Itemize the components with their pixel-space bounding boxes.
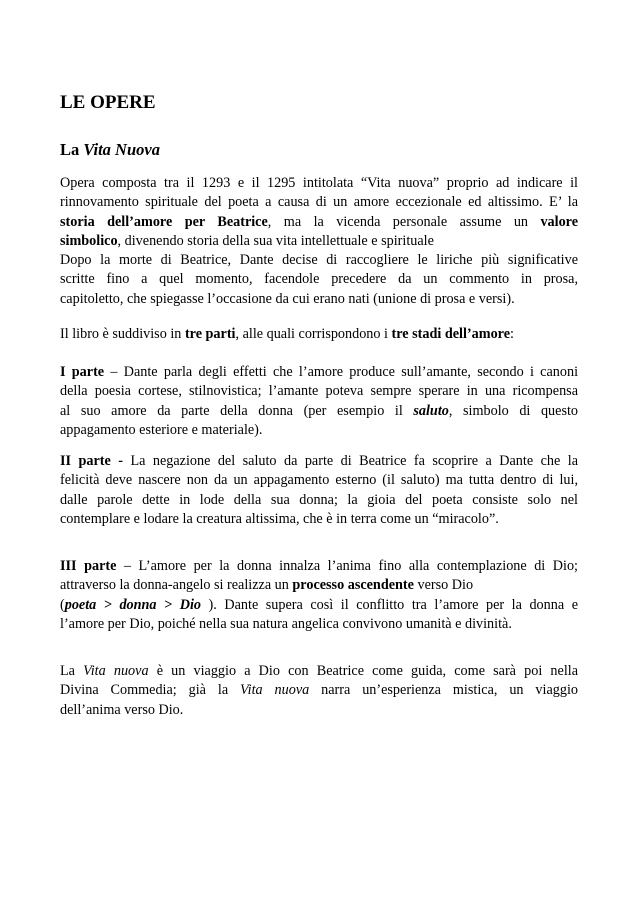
text-span: , divenendo storia della sua vita intellettuale e spirituale xyxy=(117,232,434,249)
paragraph-part-three xyxy=(60,557,578,634)
section-title-italic: Vita Nuova xyxy=(83,140,160,159)
text-line: rinnovamento spirituale del poeta a causa di un amore eccezionale ed altissimo. E’ la xyxy=(60,194,578,211)
text-line xyxy=(60,662,578,681)
text-line xyxy=(60,213,578,232)
italic-phrase: Vita nuova xyxy=(240,682,310,699)
text-line: felicità deve nascere non da un appagamento esterno (il saluto) ma tutta dentro di lui, xyxy=(60,472,578,489)
italic-phrase: Vita nuova xyxy=(83,663,149,679)
text-line xyxy=(60,402,578,421)
paragraph-part-two xyxy=(60,452,578,529)
text-span: , alle quali corrispondono i xyxy=(235,326,392,342)
text-span: , ma la vicenda personale assume un xyxy=(267,213,541,230)
text-line xyxy=(60,681,578,700)
text-line xyxy=(60,363,578,382)
text-span: Il libro è suddiviso in xyxy=(60,326,185,342)
bold-phrase: valore xyxy=(540,213,579,230)
text-span: La xyxy=(60,663,84,679)
text-line: contemplare e lodare la creatura altissima, che è in terra come un “miracolo”. xyxy=(60,510,499,527)
text-span: attraverso la donna-angelo si realizza un xyxy=(60,577,293,594)
text-line: l’amore per Dio, poiché nella sua natura angelica convivono umanità e divinità. xyxy=(60,615,512,632)
text-line: Dopo la morte di Beatrice, Dante decise di raccogliere le liriche più significative xyxy=(60,252,578,269)
text-span: verso Dio xyxy=(413,577,474,594)
page-title: LE OPERE xyxy=(60,92,156,113)
section-title xyxy=(60,140,160,160)
text-span: – L’amore per la donna innalza l’anima fino alla contemplazione di Dio; xyxy=(116,558,578,574)
text-span: narra un’esperienza mistica, un viaggio xyxy=(309,682,578,699)
text-line: appagamento esteriore e materiale). xyxy=(60,421,263,438)
text-span: al suo amore da parte della donna (per esempio il xyxy=(60,402,414,419)
text-line xyxy=(60,557,578,576)
paragraph-conclusion xyxy=(60,662,578,720)
text-line: capitoletto, che spiegasse l’occasione da cui erano nati (unione di prosa e versi). xyxy=(60,290,515,307)
section-title-prefix: La xyxy=(60,140,84,159)
text-line: scritte fino a quel momento, facendole precedere da un commento in prosa, xyxy=(60,271,578,288)
paragraph-intro xyxy=(60,174,578,309)
text-line xyxy=(60,325,578,344)
bold-italic-phrase: poeta > donna > Dio xyxy=(64,596,201,613)
text-span: – Dante parla degli effetti che l’amore produce sull’amante, secondo i canoni xyxy=(104,364,579,380)
bold-phrase: II parte - xyxy=(60,453,131,469)
paragraph-structure xyxy=(60,325,578,344)
text-span: ). Dante supera così il conflitto tra l’amore per la donna e xyxy=(200,596,578,613)
bold-phrase: tre parti xyxy=(184,326,236,342)
paragraph-part-one xyxy=(60,363,578,440)
text-span: Divina Commedia; già la xyxy=(60,682,241,699)
bold-phrase: processo ascendente xyxy=(292,577,414,594)
text-line xyxy=(60,232,578,251)
text-span: ( xyxy=(60,596,65,613)
text-line: dell’anima verso Dio. xyxy=(60,701,184,718)
bold-phrase: I parte xyxy=(60,364,105,380)
text-span: : xyxy=(510,326,514,342)
bold-phrase: simbolico xyxy=(60,232,118,249)
text-span: , simbolo di questo xyxy=(448,402,578,419)
text-span: La negazione del saluto da parte di Beatrice fa scoprire a Dante che la xyxy=(130,453,578,469)
bold-phrase: tre stadi dell’amore xyxy=(391,326,510,342)
text-line xyxy=(60,576,578,595)
text-line: dalle parole dette in lode della sua donna; la gioia del poeta consiste solo nel xyxy=(60,491,578,508)
text-span: è un viaggio a Dio con Beatrice come guida, come sarà poi nella xyxy=(148,663,578,679)
bold-phrase: storia dell’amore per Beatrice xyxy=(60,213,268,230)
text-line xyxy=(60,596,578,615)
bold-phrase: III parte xyxy=(60,558,117,574)
bold-italic-phrase: saluto xyxy=(413,402,449,419)
text-line xyxy=(60,452,578,471)
text-line: della poesia cortese, stilnovistica; l’amante poteva sempre sperare in una ricompensa xyxy=(60,383,578,400)
text-line: Opera composta tra il 1293 e il 1295 intitolata “Vita nuova” proprio ad indicare il xyxy=(60,175,578,191)
